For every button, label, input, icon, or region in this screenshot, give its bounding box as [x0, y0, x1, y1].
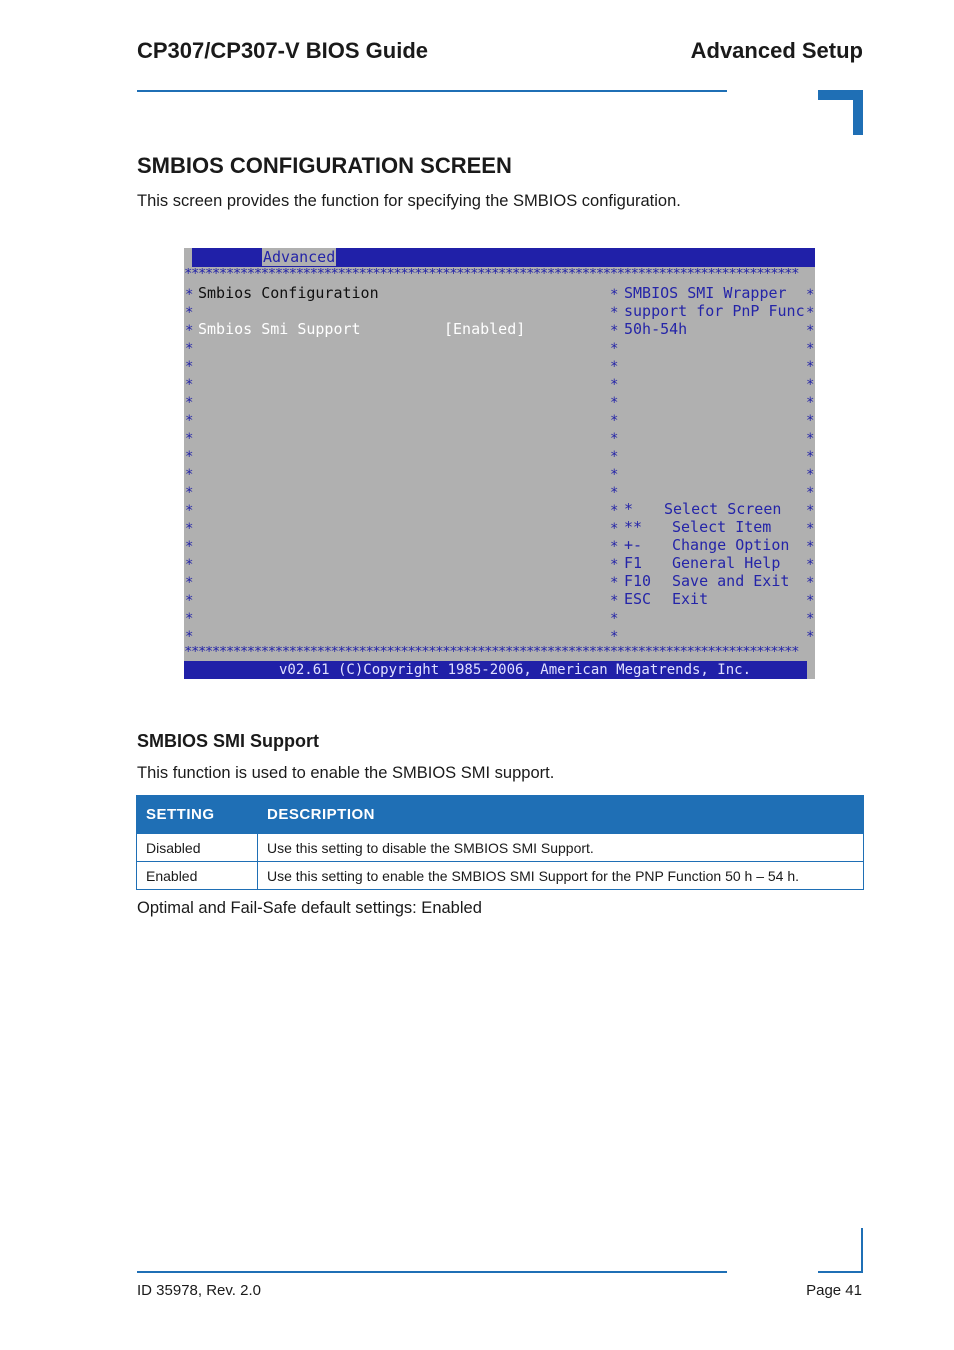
bios-copyright: v02.61 (C)Copyright 1985-2006, American Megatrends, Inc.: [279, 662, 752, 678]
bios-border-star: *: [185, 359, 194, 375]
header-rule: [137, 90, 727, 92]
bios-border-star: *: [806, 395, 815, 411]
defaults-note: Optimal and Fail-Safe default settings: Enabled: [137, 899, 482, 917]
bios-border-star: *: [185, 539, 194, 555]
bios-border-star: *: [806, 359, 815, 375]
bios-border-star: *: [185, 593, 194, 609]
table-cell-setting: Disabled: [137, 834, 258, 862]
bios-border-star: *: [185, 323, 194, 339]
bios-border-star: *: [610, 323, 619, 339]
bios-key: ESC: [624, 590, 652, 608]
table-header-description: DESCRIPTION: [258, 796, 864, 834]
bios-border-star: *: [185, 431, 194, 447]
bios-help-line: SMBIOS SMI Wrapper: [624, 284, 787, 302]
bios-key-action: Save and Exit: [672, 572, 790, 590]
bios-border-star: *: [806, 377, 815, 393]
bios-border-star: *: [185, 287, 194, 303]
corner-bracket-bottom: [818, 1228, 863, 1273]
bios-border-star: *: [185, 521, 194, 537]
bios-border-star: *: [806, 521, 815, 537]
bios-border-star: *: [806, 341, 815, 357]
table-row: [137, 862, 864, 890]
bios-border-star: *: [610, 539, 619, 555]
bios-border-star: *: [806, 503, 815, 519]
table-row: [137, 834, 864, 862]
bios-help-line: 50h-54h: [624, 320, 688, 338]
bios-border-star: *: [185, 575, 194, 591]
bios-border-star: *: [806, 323, 815, 339]
bios-border-top: ****************************************************************************************: [184, 268, 799, 280]
bios-border-star: *: [610, 503, 619, 519]
bios-key-action: General Help: [672, 554, 781, 572]
sub-intro-text: This function is used to enable the SMBIOS SMI support.: [137, 764, 555, 782]
bios-border-star: *: [185, 629, 194, 645]
bios-key-action: Exit: [672, 590, 709, 608]
bios-border-star: *: [610, 629, 619, 645]
table-cell-description: Use this setting to enable the SMBIOS SMI Support for the PNP Function 50 h – 54 h.: [258, 862, 864, 890]
bios-border-star: *: [806, 539, 815, 555]
bios-border-star: *: [806, 287, 815, 303]
bios-border-star: *: [185, 395, 194, 411]
bios-border-star: *: [806, 629, 815, 645]
subheading: SMBIOS SMI Support: [137, 731, 319, 751]
bios-border-star: *: [610, 395, 619, 411]
bios-border-star: *: [610, 431, 619, 447]
bios-border-star: *: [185, 305, 194, 321]
bios-border-star: *: [610, 521, 619, 537]
bios-key: F10: [624, 572, 652, 590]
bios-border-star: *: [806, 305, 815, 321]
bios-item-value: [Enabled]: [444, 320, 526, 338]
bios-border-star: *: [806, 575, 815, 591]
bios-border-star: *: [185, 413, 194, 429]
table-header-setting: SETTING: [137, 796, 258, 834]
bios-key: +-: [624, 536, 643, 554]
bios-border-star: *: [185, 467, 194, 483]
bios-border-star: *: [806, 449, 815, 465]
bios-key: **: [624, 518, 643, 536]
intro-text: This screen provides the function for specifying the SMBIOS configuration.: [137, 192, 681, 210]
bios-tab-advanced: Advanced: [263, 248, 336, 266]
bios-key-action: Change Option: [672, 536, 790, 554]
bios-border-star: *: [185, 377, 194, 393]
bios-border-star: *: [610, 611, 619, 627]
bios-border-star: *: [610, 449, 619, 465]
bios-border-star: *: [610, 377, 619, 393]
bios-border-star: *: [185, 611, 194, 627]
footer-page-number: Page 41: [806, 1282, 862, 1299]
bios-border-star: *: [806, 485, 815, 501]
footer-doc-id: ID 35978, Rev. 2.0: [137, 1282, 261, 1299]
bios-border-star: *: [806, 557, 815, 573]
footer-rule: [137, 1271, 727, 1273]
page-heading: SMBIOS CONFIGURATION SCREEN: [137, 153, 512, 178]
table-header-row: [137, 796, 864, 834]
bios-item-label: Smbios Smi Support: [198, 320, 361, 338]
bios-border-star: *: [806, 593, 815, 609]
bios-border-star: *: [185, 557, 194, 573]
bios-key-action: Select Item: [672, 518, 772, 536]
bios-border-bottom: ****************************************************************************************: [184, 646, 799, 658]
bios-border-star: *: [610, 287, 619, 303]
bios-border-star: *: [806, 611, 815, 627]
bios-border-star: *: [610, 557, 619, 573]
bios-border-star: *: [185, 341, 194, 357]
table-cell-setting: Enabled: [137, 862, 258, 890]
bios-screenshot: [184, 248, 815, 679]
bios-border-star: *: [185, 503, 194, 519]
bios-border-star: *: [806, 431, 815, 447]
bios-border-star: *: [610, 305, 619, 321]
bios-help-line: support for PnP Func: [624, 302, 805, 320]
bios-border-star: *: [610, 575, 619, 591]
bios-border-star: *: [185, 485, 194, 501]
bios-border-star: *: [806, 413, 815, 429]
bios-border-star: *: [610, 485, 619, 501]
bios-border-star: *: [610, 359, 619, 375]
table-cell-description: Use this setting to disable the SMBIOS SMI Support.: [258, 834, 864, 862]
bios-key: *: [624, 500, 634, 518]
bios-border-star: *: [185, 449, 194, 465]
bios-key: F1: [624, 554, 643, 572]
section-title: Advanced Setup: [690, 38, 863, 63]
bios-key-action: Select Screen: [664, 500, 782, 518]
settings-table: [136, 795, 864, 890]
bios-border-star: *: [610, 467, 619, 483]
document-title: CP307/CP307-V BIOS Guide: [137, 38, 428, 63]
corner-bracket-top: [818, 90, 863, 135]
bios-panel-title: Smbios Configuration: [198, 284, 379, 302]
bios-border-star: *: [610, 593, 619, 609]
bios-border-star: *: [806, 467, 815, 483]
bios-border-star: *: [610, 413, 619, 429]
bios-border-star: *: [610, 341, 619, 357]
